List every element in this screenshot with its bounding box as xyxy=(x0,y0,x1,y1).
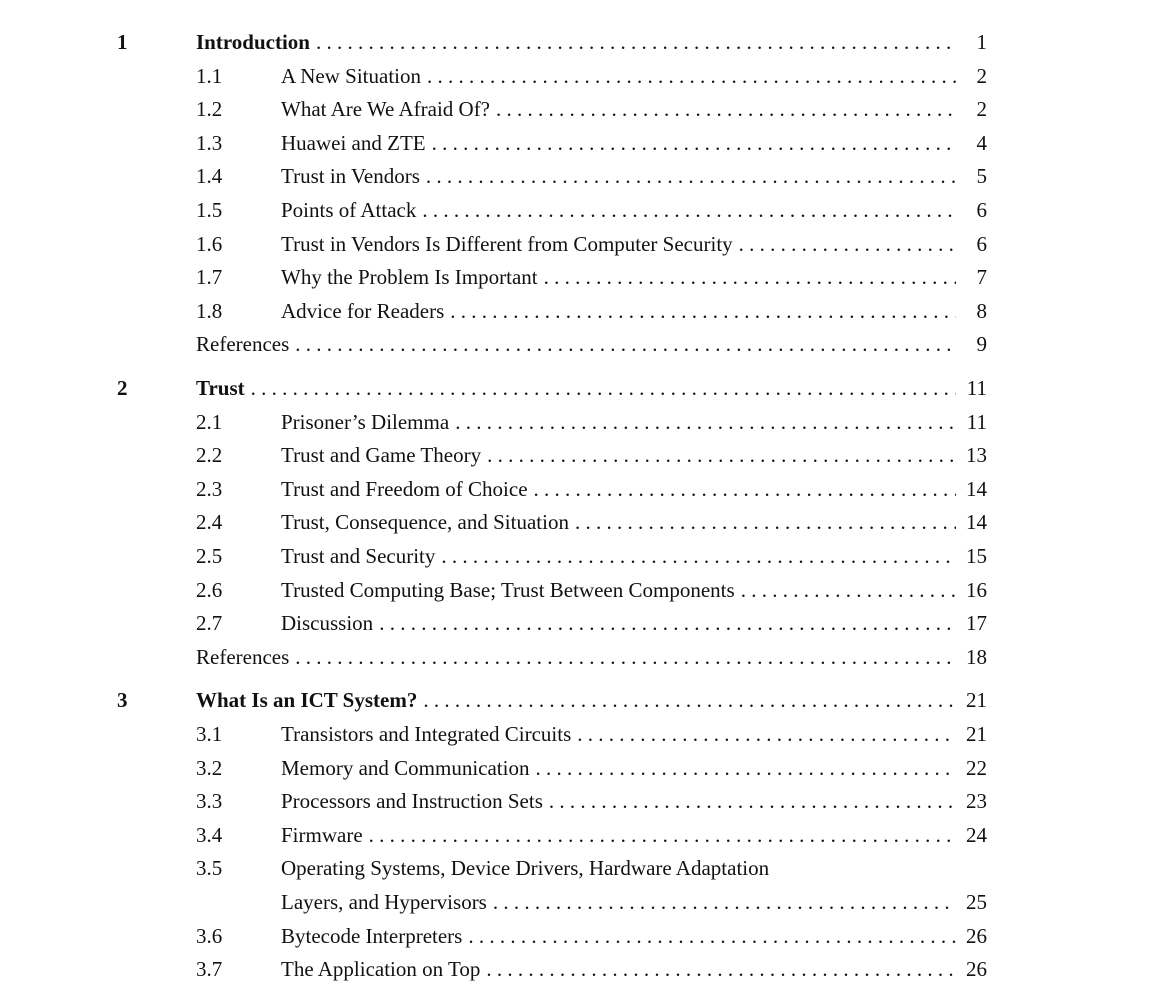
toc-section-2-6[interactable] xyxy=(0,574,1156,606)
section-number: 2.3 xyxy=(196,476,223,501)
dot-leader xyxy=(577,718,956,750)
section-page: 14 xyxy=(966,476,987,501)
entry-text xyxy=(281,439,956,471)
entry-text xyxy=(281,473,956,505)
section-number: 2.7 xyxy=(196,611,223,636)
toc-section-1-4[interactable] xyxy=(0,160,1156,192)
dot-leader xyxy=(496,93,956,125)
section-number: 3.4 xyxy=(196,822,223,847)
section-title: Processors and Instruction Sets xyxy=(281,789,543,814)
chapter-title: Introduction xyxy=(196,30,310,54)
toc-section-1-1[interactable] xyxy=(0,60,1156,92)
entry-text xyxy=(281,228,956,260)
section-page: 8 xyxy=(976,298,987,323)
references-page: 18 xyxy=(966,644,987,669)
section-title: A New Situation xyxy=(281,63,421,88)
dot-leader xyxy=(493,886,956,918)
entry-text xyxy=(196,641,956,673)
toc-section-1-7[interactable] xyxy=(0,261,1156,293)
entry-text xyxy=(281,406,956,438)
section-number: 2.2 xyxy=(196,443,223,468)
section-title: Advice for Readers xyxy=(281,298,445,323)
dot-leader xyxy=(295,641,956,673)
entry-text xyxy=(281,574,956,606)
entry-text xyxy=(281,295,956,327)
dot-leader xyxy=(441,540,956,572)
section-title: Discussion xyxy=(281,611,374,636)
chapter-page: 11 xyxy=(966,376,987,400)
entry-text xyxy=(281,886,956,918)
section-page: 11 xyxy=(966,409,987,434)
section-number: 1.4 xyxy=(196,164,223,189)
section-page: 2 xyxy=(976,63,987,88)
toc-section-3-7[interactable] xyxy=(0,953,1156,985)
entry-text xyxy=(196,26,956,58)
references-label: References xyxy=(196,332,290,357)
entry-text xyxy=(281,785,956,817)
toc-section-3-2[interactable] xyxy=(0,752,1156,784)
section-page: 25 xyxy=(966,890,987,914)
toc-section-2-7[interactable] xyxy=(0,607,1156,639)
toc-section-2-4[interactable] xyxy=(0,506,1156,538)
toc-section-1-8[interactable] xyxy=(0,295,1156,327)
section-page: 6 xyxy=(976,231,987,256)
dot-leader xyxy=(295,328,956,360)
dot-leader xyxy=(534,473,956,505)
section-title: Trust in Vendors xyxy=(281,164,420,189)
dot-leader xyxy=(468,920,956,952)
dot-leader xyxy=(426,160,956,192)
section-title: Trust and Freedom of Choice xyxy=(281,476,528,501)
section-number: 1.1 xyxy=(196,63,223,88)
toc-section-3-3[interactable] xyxy=(0,785,1156,817)
dot-leader xyxy=(535,752,956,784)
toc-chapter-2[interactable] xyxy=(0,372,1156,404)
section-number: 3.1 xyxy=(196,722,223,746)
section-title: What Are We Afraid Of? xyxy=(281,97,491,122)
section-page: 15 xyxy=(966,544,987,568)
dot-leader xyxy=(432,127,956,159)
section-number: 2.1 xyxy=(196,409,223,434)
chapter-title: Trust xyxy=(196,376,245,400)
section-page: 16 xyxy=(966,577,987,602)
entry-text xyxy=(281,127,956,159)
toc-section-1-6[interactable] xyxy=(0,228,1156,260)
section-page: 2 xyxy=(976,97,987,122)
section-title: Bytecode Interpreters xyxy=(281,923,463,948)
references-label: References xyxy=(196,644,290,669)
section-page: 7 xyxy=(976,265,987,290)
section-number: 3.5 xyxy=(196,856,223,881)
section-title: Trust and Security xyxy=(281,544,436,568)
section-title: Firmware xyxy=(281,822,363,847)
section-title-continued: Layers, and Hypervisors xyxy=(281,890,487,914)
chapter-number: 3 xyxy=(117,688,128,713)
toc-section-3-5[interactable] xyxy=(0,852,1156,884)
entry-text xyxy=(281,819,956,851)
section-page: 6 xyxy=(976,198,987,222)
dot-leader xyxy=(251,372,956,404)
entry-text xyxy=(281,506,956,538)
section-page: 23 xyxy=(966,789,987,814)
toc-section-1-5[interactable] xyxy=(0,194,1156,226)
entry-text xyxy=(196,372,956,404)
section-number: 1.2 xyxy=(196,97,223,122)
toc-section-1-3[interactable] xyxy=(0,127,1156,159)
toc-section-3-1[interactable] xyxy=(0,718,1156,750)
section-number: 2.5 xyxy=(196,544,223,568)
section-title: Trust, Consequence, and Situation xyxy=(281,510,569,535)
section-page: 17 xyxy=(966,611,987,636)
section-page: 26 xyxy=(966,957,987,982)
entry-text xyxy=(281,194,956,226)
dot-leader xyxy=(423,684,956,716)
dot-leader xyxy=(455,406,956,438)
toc-section-1-2[interactable] xyxy=(0,93,1156,125)
section-title: The Application on Top xyxy=(281,957,481,982)
toc-chapter-1[interactable] xyxy=(0,26,1156,58)
toc-references-chapter-2[interactable] xyxy=(0,641,1156,673)
section-number: 3.6 xyxy=(196,923,223,948)
section-page: 14 xyxy=(966,510,987,535)
toc-chapter-3[interactable] xyxy=(0,684,1156,716)
entry-text xyxy=(281,718,956,750)
section-title: Trusted Computing Base; Trust Between Components xyxy=(281,577,735,602)
section-title: Trust in Vendors Is Different from Computer Security xyxy=(281,231,733,256)
section-number: 1.8 xyxy=(196,298,223,323)
dot-leader xyxy=(549,785,956,817)
entry-text xyxy=(281,607,956,639)
entry-text xyxy=(281,160,956,192)
section-number: 1.7 xyxy=(196,265,223,290)
entry-text xyxy=(281,920,956,952)
dot-leader xyxy=(741,574,956,606)
entry-text xyxy=(281,60,956,92)
section-title: Memory and Communication xyxy=(281,755,530,780)
chapter-page: 21 xyxy=(966,688,987,713)
toc-section-2-5[interactable] xyxy=(0,540,1156,572)
section-page: 24 xyxy=(966,822,987,847)
dot-leader xyxy=(487,439,956,471)
entry-text xyxy=(281,93,956,125)
section-number: 2.6 xyxy=(196,577,223,602)
toc-section-2-2[interactable] xyxy=(0,439,1156,471)
toc-section-2-3[interactable] xyxy=(0,473,1156,505)
chapter-number: 1 xyxy=(117,30,128,54)
dot-leader xyxy=(379,607,956,639)
dot-leader xyxy=(422,194,956,226)
section-number: 1.6 xyxy=(196,231,223,256)
toc-section-3-4[interactable] xyxy=(0,819,1156,851)
section-number: 3.3 xyxy=(196,789,223,814)
section-number: 1.3 xyxy=(196,130,223,155)
section-title: Why the Problem Is Important xyxy=(281,265,538,290)
dot-leader xyxy=(450,295,956,327)
section-number: 1.5 xyxy=(196,198,223,222)
chapter-page: 1 xyxy=(976,30,987,54)
dot-leader xyxy=(316,26,956,58)
toc-section-2-1[interactable] xyxy=(0,406,1156,438)
dot-leader xyxy=(427,60,956,92)
toc-references-chapter-1[interactable] xyxy=(0,328,1156,360)
section-title: Trust and Game Theory xyxy=(281,443,482,468)
chapter-title: What Is an ICT System? xyxy=(196,688,418,713)
section-title: Prisoner’s Dilemma xyxy=(281,409,450,434)
entry-text xyxy=(196,684,956,716)
section-page: 5 xyxy=(976,164,987,189)
section-page: 13 xyxy=(966,443,987,468)
section-page: 4 xyxy=(976,130,987,155)
dot-leader xyxy=(575,506,956,538)
entry-text xyxy=(281,261,956,293)
references-page: 9 xyxy=(976,332,987,357)
section-title: Transistors and Integrated Circuits xyxy=(281,722,572,746)
entry-text xyxy=(196,328,956,360)
section-number: 2.4 xyxy=(196,510,223,535)
section-number: 3.7 xyxy=(196,957,223,982)
entry-text xyxy=(281,540,956,572)
section-page: 21 xyxy=(966,722,987,746)
chapter-number: 2 xyxy=(117,376,128,400)
dot-leader xyxy=(544,261,956,293)
section-number: 3.2 xyxy=(196,755,223,780)
toc-section-3-5-cont[interactable] xyxy=(0,886,1156,918)
section-page: 22 xyxy=(966,755,987,780)
dot-leader xyxy=(739,228,956,260)
dot-leader xyxy=(486,953,956,985)
toc-section-3-6[interactable] xyxy=(0,920,1156,952)
entry-text xyxy=(281,953,956,985)
dot-leader xyxy=(369,819,956,851)
entry-text xyxy=(281,752,956,784)
section-title: Operating Systems, Device Drivers, Hardware Adaptation xyxy=(281,856,770,881)
section-title: Points of Attack xyxy=(281,198,417,222)
section-page: 26 xyxy=(966,923,987,948)
section-title: Huawei and ZTE xyxy=(281,130,426,155)
